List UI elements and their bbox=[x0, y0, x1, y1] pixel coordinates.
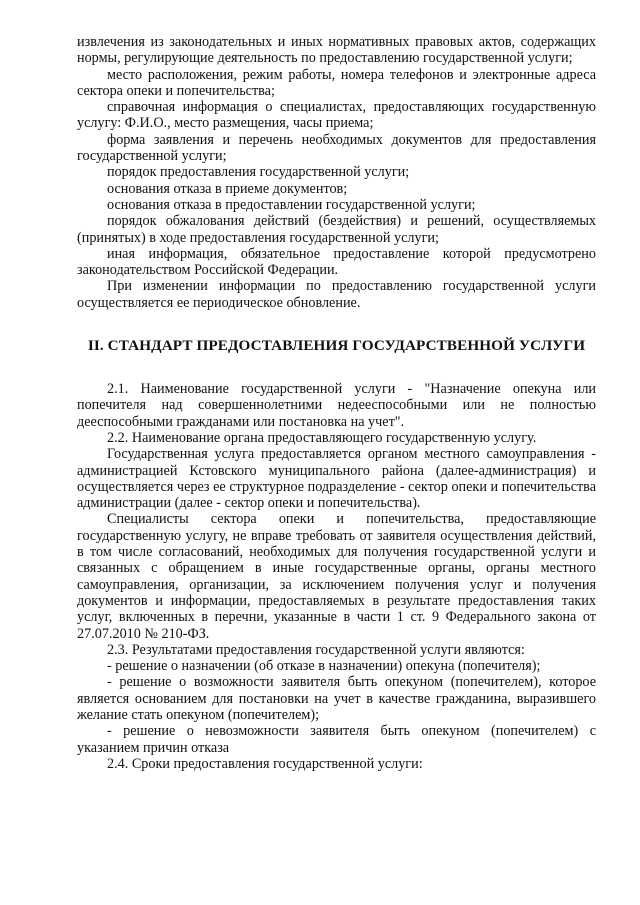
paragraph-location: место расположения, режим работы, номера телефонов и электронные адреса сектора опеки и попечительства; bbox=[77, 66, 596, 99]
paragraph-provider: Государственная услуга предоставляется органом местного самоуправления - администрацией Кстовского муниципального района (далее-администрация) и осуществляется через ее структурное подразделение - сектор опеки и попечительства администрации (далее - сектор опеки и попечительства). bbox=[77, 446, 596, 512]
paragraph-specialists: Специалисты сектора опеки и попечительства, предоставляющие государственную услугу, не вправе требовать от заявителя осуществления действий, в том числе согласований, необходимых для получения государственной услуги и связанных с обращением в иные государственные органы, органы местного самоуправления, организации, за исключением получения услуг и получения документов и информации, предоставляемых в результате предоставления таких услуг, включенных в перечни, указанные в части 1 ст. 9 Федерального закона от 27.07.2010 № 210-ФЗ. bbox=[77, 511, 596, 642]
list-item-result-1: - решение о назначении (об отказе в назначении) опекуна (попечителя); bbox=[107, 658, 541, 675]
paragraph-2-3: 2.3. Результатами предоставления государственной услуги являются: bbox=[107, 641, 525, 658]
paragraph-update: При изменении информации по предоставлению государственной услуги осуществляется ее периодическое обновление. bbox=[77, 278, 596, 311]
paragraph-appeal: порядок обжалования действий (бездействия) и решений, осуществляемых (принятых) в ходе предоставления государственной услуги; bbox=[77, 213, 596, 246]
paragraph-refusal-documents: основания отказа в приеме документов; bbox=[107, 180, 348, 197]
paragraph-refusal-service: основания отказа в предоставлении государственной услуги; bbox=[107, 196, 476, 213]
paragraph-2-1: 2.1. Наименование государственной услуги - "Назначение опекуна или попечителя над совершеннолетними недееспособными или не полностью дееспособными гражданами или постановка на учет". bbox=[77, 381, 596, 430]
paragraph-extracts: извлечения из законодательных и иных нормативных правовых актов, содержащих нормы, регулирующие деятельность по предоставлению государственной услуги; bbox=[77, 34, 596, 67]
paragraph-application-form: форма заявления и перечень необходимых документов для предоставления государственной услуги; bbox=[77, 131, 596, 165]
paragraph-2-4: 2.4. Сроки предоставления государственной услуги: bbox=[107, 755, 423, 772]
paragraph-reference-info: справочная информация о специалистах, предоставляющих государственную услугу: Ф.И.О., место размещения, часы приема; bbox=[77, 99, 596, 132]
section-heading: II. СТАНДАРТ ПРЕДОСТАВЛЕНИЯ ГОСУДАРСТВЕННОЙ УСЛУГИ bbox=[87, 337, 586, 355]
list-item-result-3: - решение о невозможности заявителя быть опекуном (попечителем) с указанием причин отказа bbox=[77, 723, 596, 756]
paragraph-procedure: порядок предоставления государственной услуги; bbox=[107, 164, 410, 181]
list-item-result-2: - решение о возможности заявителя быть опекуном (попечителем), которое является основанием для постановки на учет в качестве гражданина, выразившего желание стать опекуном (попечителем); bbox=[77, 674, 596, 723]
paragraph-other-info: иная информация, обязательное предоставление которой предусмотрено законодательством Российской Федерации. bbox=[77, 245, 596, 279]
paragraph-2-2: 2.2. Наименование органа предоставляющего государственную услугу. bbox=[107, 429, 537, 446]
